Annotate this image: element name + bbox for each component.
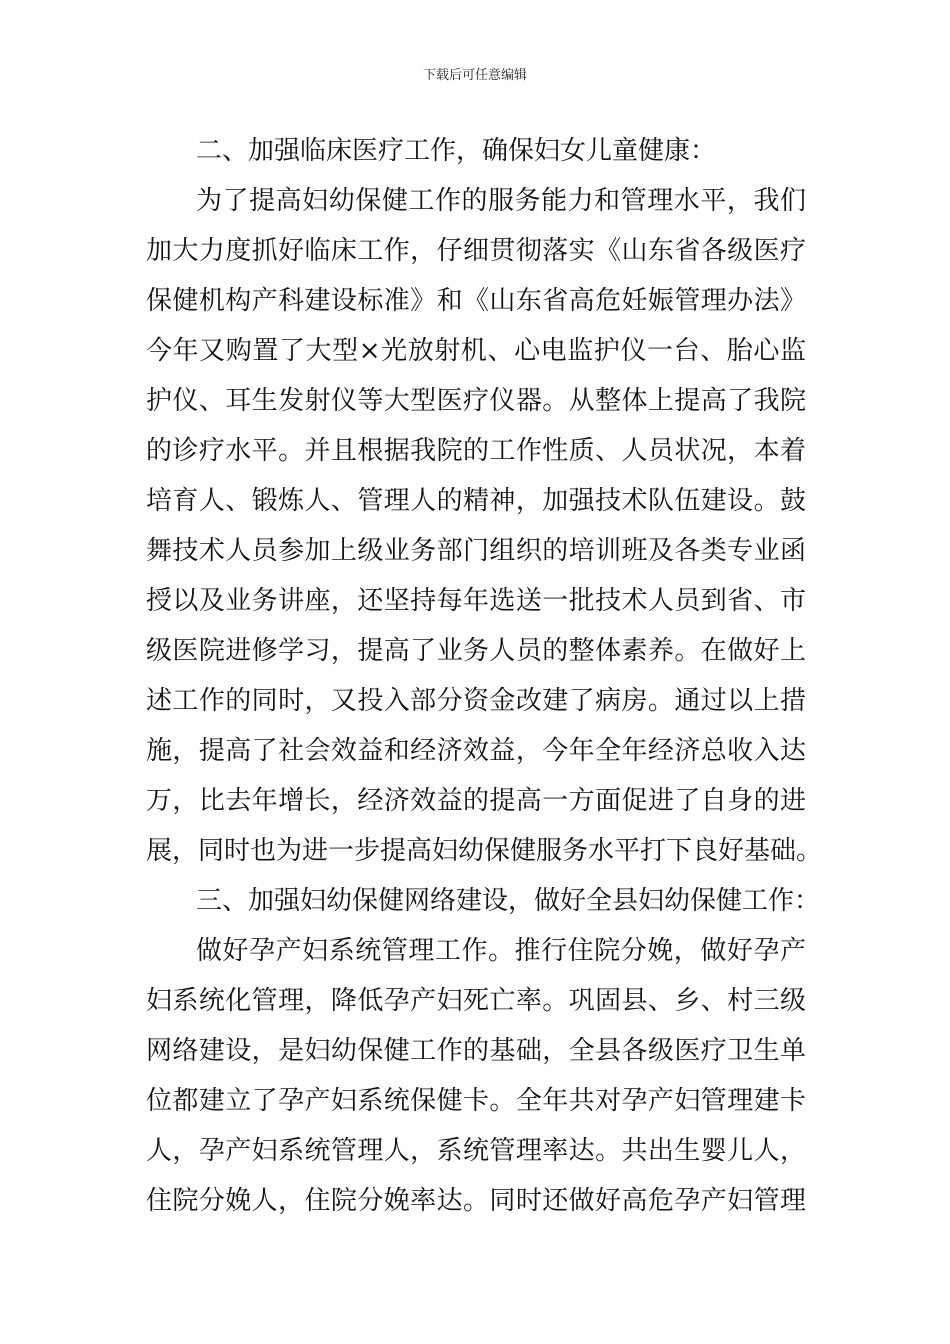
heading-section-2: 二、加强临床医疗工作，确保妇女儿童健康： [196, 136, 717, 166]
paragraph-line: 位都建立了孕产妇系统保健卡。全年共对孕产妇管理建卡 [146, 1086, 806, 1116]
paragraph-line: 保健机构产科建设标准》和《山东省高危妊娠管理办法》 [146, 286, 806, 316]
paragraph-line: 万，比去年增长，经济效益的提高一方面促进了自身的进 [146, 786, 806, 816]
heading-section-3: 三、加强妇幼保健网络建设，做好全县妇幼保健工作： [196, 886, 821, 916]
paragraph-line: 授以及业务讲座，还坚持每年选送一批技术人员到省、市 [146, 586, 806, 616]
paragraph-line: 级医院进修学习，提高了业务人员的整体素养。在做好上 [146, 636, 806, 666]
paragraph-line: 的诊疗水平。并且根据我院的工作性质、人员状况，本着 [146, 436, 806, 466]
paragraph-line: 住院分娩人，住院分娩率达。同时还做好高危孕产妇管理 [146, 1186, 806, 1216]
paragraph-line: 展，同时也为进一步提高妇幼保健服务水平打下良好基础。 [146, 836, 823, 866]
paragraph-line: 护仪、耳生发射仪等大型医疗仪器。从整体上提高了我院 [146, 386, 806, 416]
paragraph-line: 网络建设，是妇幼保健工作的基础，全县各级医疗卫生单 [146, 1036, 806, 1066]
paragraph-line: 做好孕产妇系统管理工作。推行住院分娩，做好孕产 [196, 936, 806, 966]
paragraph-line: 人，孕产妇系统管理人，系统管理率达。共出生婴儿人， [146, 1136, 806, 1166]
download-note: 下载后可任意编辑 [422, 68, 527, 83]
paragraph-line: 舞技术人员参加上级业务部门组织的培训班及各类专业函 [146, 536, 806, 566]
paragraph-line: 今年又购置了大型×光放射机、心电监护仪一台、胎心监 [146, 336, 806, 366]
paragraph-line: 妇系统化管理，降低孕产妇死亡率。巩固县、乡、村三级 [146, 986, 806, 1016]
paragraph-line: 培育人、锻炼人、管理人的精神，加强技术队伍建设。鼓 [146, 486, 806, 516]
paragraph-line: 为了提高妇幼保健工作的服务能力和管理水平，我们 [196, 186, 806, 216]
paragraph-line: 加大力度抓好临床工作，仔细贯彻落实《山东省各级医疗 [146, 236, 806, 266]
paragraph-line: 述工作的同时，又投入部分资金改建了病房。通过以上措 [146, 686, 806, 716]
paragraph-line: 施，提高了社会效益和经济效益，今年全年经济总收入达 [146, 736, 806, 766]
